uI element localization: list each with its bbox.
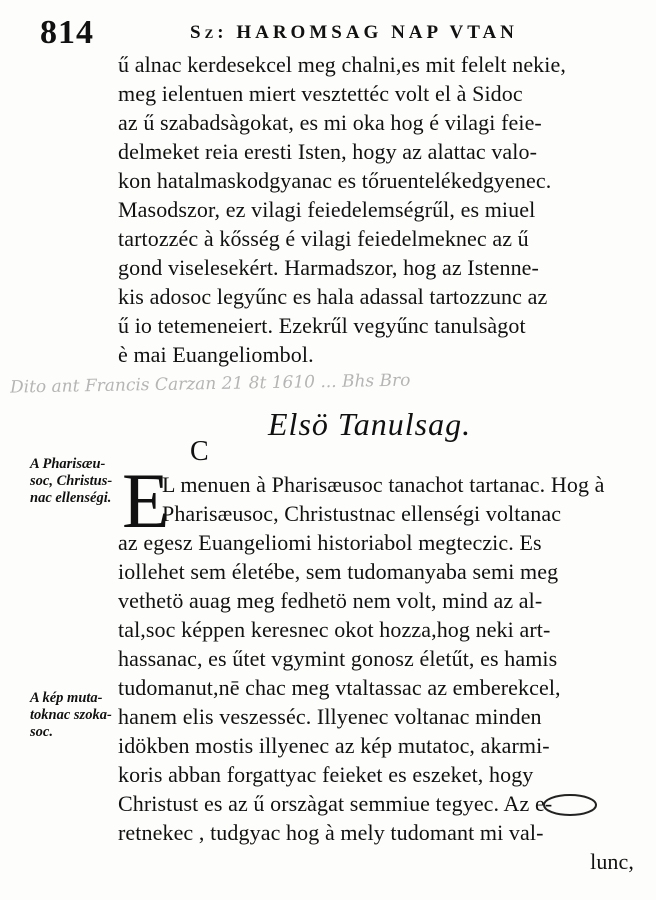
section-title: Elsö Tanulsag. xyxy=(268,406,472,442)
text-line: vethetö auag meg fedhetö nem volt, mind az al- xyxy=(118,588,543,613)
margin-note-line: nac ellenségi. xyxy=(30,490,112,506)
text-line: tartozzéc à kősség é vilagi feiedelmeknec az ű xyxy=(118,226,529,251)
drop-cap: E xyxy=(122,457,170,544)
text-line: meg ielentuen miert vesztettéc volt el à Sidoc xyxy=(118,81,523,106)
text-line: kon hatalmaskodgyanac es tőruentelékedgyenec. xyxy=(118,168,552,193)
text-line: L menuen à Pharisæusoc tanachot tartanac. Hog à xyxy=(162,472,605,497)
small-mark: C xyxy=(190,436,209,467)
handwritten-annotation: Dito ant Francis Carzan 21 8t 1610 ... Bhs Bro xyxy=(9,370,411,398)
margin-note-pharisees xyxy=(30,456,130,507)
text-line: è mai Euangeliombol. xyxy=(118,342,314,367)
text-line: tal,soc képpen keresnec okot hozza,hog neki art- xyxy=(118,617,551,642)
text-line: delmeket reia eresti Isten, hogy az alattac valo- xyxy=(118,139,538,164)
margin-note-line: A kép muta- xyxy=(30,690,103,706)
text-line: kis adosoc legyűnc es hala adassal tartozzunc az xyxy=(118,284,548,309)
text-line: iollehet sem életébe, sem tudomanyaba semi meg xyxy=(118,559,559,584)
page-number: 814 xyxy=(40,14,94,51)
text-line: ű alnac kerdesekcel meg chalni,es mit felelt nekie, xyxy=(118,52,566,77)
text-line: az egesz Euangeliomi historiabol megteczic. Es xyxy=(118,530,542,555)
text-line: Christust es az ű orszàgat semmiue tegyec. Az e- xyxy=(118,791,553,816)
text-line: idökben mostis illyenec az kép mutatoc, akarmi- xyxy=(118,733,550,758)
margin-note-line: soc, Christus- xyxy=(30,473,113,489)
text-line: gond viselesekért. Harmadszor, hog az Istenne- xyxy=(118,255,539,280)
margin-note-image-worshippers xyxy=(30,690,130,741)
text-line: koris abban forgattyac feieket es eszeket, hogy xyxy=(118,762,534,787)
ink-smudge xyxy=(540,790,600,820)
text-line: Masodszor, ez vilagi feiedelemségrűl, es miuel xyxy=(118,197,536,222)
continued-text-block xyxy=(118,50,648,369)
text-line: ű io tetemeneiert. Ezekrűl vegyűnc tanulsàgot xyxy=(118,313,526,338)
text-line: retnekec , tudgyac hog à mely tudomant mi val- xyxy=(118,820,544,845)
text-line: tudomanut,nē chac meg vtaltassac az emberekcel, xyxy=(118,675,561,700)
margin-note-line: A Pharisæu- xyxy=(30,456,106,472)
running-head: Sz: HAROMSAG NAP VTAN xyxy=(190,22,518,43)
text-line: az ű szabadsàgokat, es mi oka hog é vilagi feie- xyxy=(118,110,542,135)
text-line: hanem elis veszesséc. Illyenec voltanac minden xyxy=(118,704,542,729)
text-line: lunc, xyxy=(590,849,634,874)
margin-note-line: toknac szoka- xyxy=(30,707,112,723)
margin-note-line: soc. xyxy=(30,724,53,740)
text-line: Pharisæusoc, Christustnac ellenségi voltanac xyxy=(162,501,562,526)
text-line: hassanac, es űtet vgymint gonosz életűt, es hamis xyxy=(118,646,558,671)
page-header xyxy=(40,14,650,54)
